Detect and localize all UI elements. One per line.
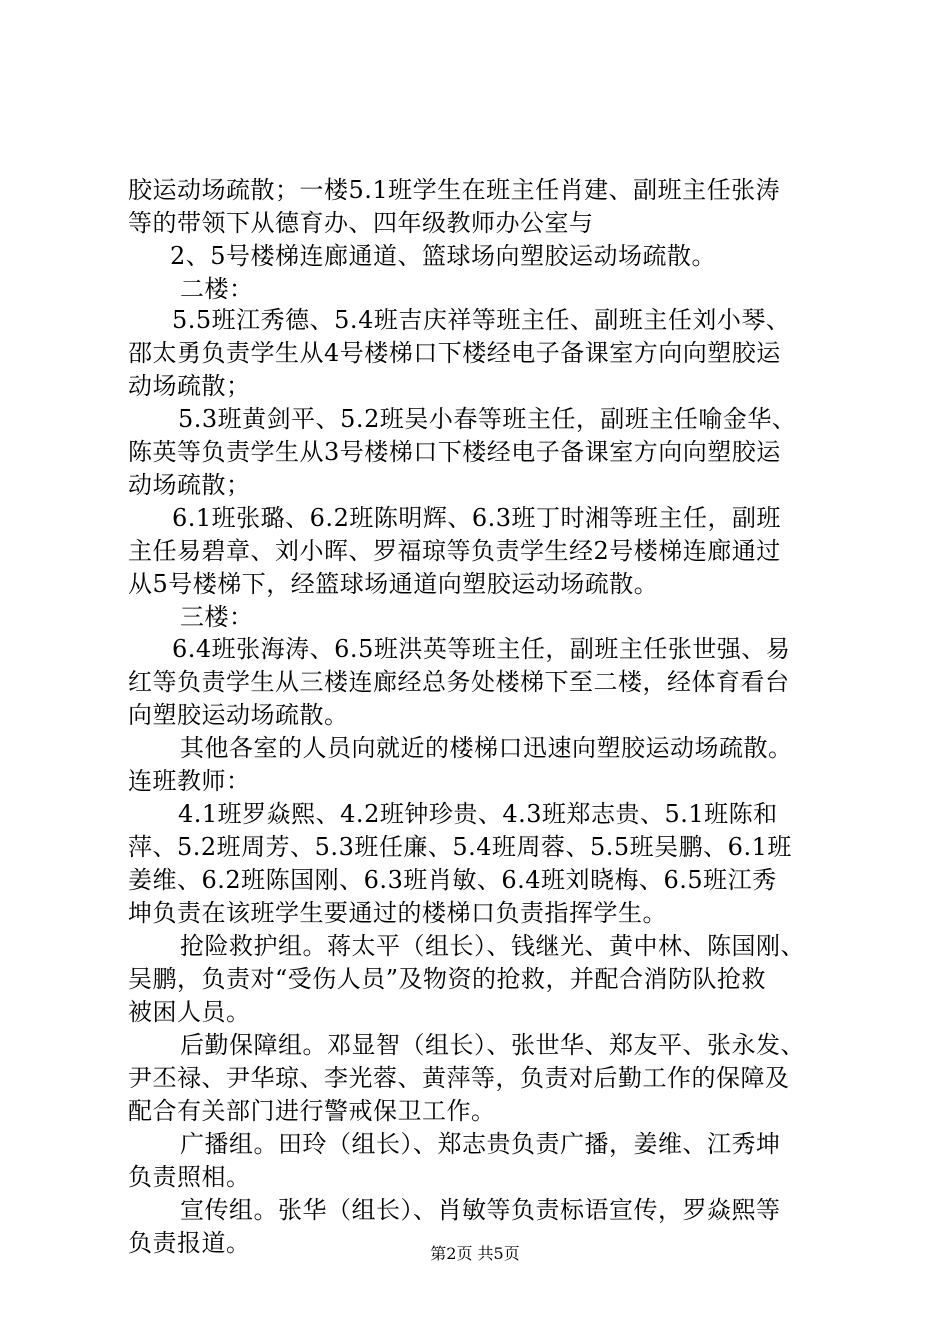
text-line: 陈英等负责学生从3号楼梯口下楼经电子备课室方向向塑胶运: [128, 438, 781, 466]
text-line: 动场疏散；: [128, 372, 251, 400]
text-line: 负责照相。: [128, 1163, 251, 1191]
page-number: 第2页 共5页: [430, 1244, 520, 1263]
text-line: 向塑胶运动场疏散。: [128, 701, 349, 729]
text-line: 4.1班罗焱熙、4.2班钟珍贵、4.3班郑志贵、5.1班陈和: [178, 800, 778, 828]
text-line: 6.1班张璐、6.2班陈明辉、6.3班丁时湘等班主任，副班: [172, 504, 782, 532]
text-line: 负责报道。: [128, 1229, 251, 1257]
text-line: 胶运动场疏散；一楼5.1班学生在班主任肖建、副班主任张涛: [128, 176, 781, 204]
text-line: 主任易碧章、刘小晖、罗福琼等负责学生经2号楼梯连廊通过: [128, 537, 781, 565]
text-line: 尹丕禄、尹华琼、李光蓉、黄萍等，负责对后勤工作的保障及: [128, 1064, 790, 1092]
text-line: 5.3班黄剑平、5.2班吴小春等班主任，副班主任喻金华、: [178, 405, 797, 433]
text-line: 萍、5.2班周芳、5.3班任廉、5.4班周蓉、5.5班吴鹏、6.1班: [128, 833, 792, 861]
text-line: 其他各室的人员向就近的楼梯口迅速向塑胶运动场疏散。: [180, 734, 793, 762]
text-line: 邵太勇负责学生从4号楼梯口下楼经电子备课室方向向塑胶运: [128, 339, 781, 367]
text-line: 抢险救护组。蒋太平（组长）、钱继光、黄中林、陈国刚、: [180, 932, 805, 960]
text-line: 等的带领下从德育办、四年级教师办公室与: [128, 209, 594, 237]
text-line: 广播组。田玲（组长）、郑志贵负责广播，姜维、江秀坤: [180, 1130, 781, 1158]
text-line: 红等负责学生从三楼连廊经总务处楼梯下至二楼，经体育看台: [128, 668, 790, 696]
text-line: 被困人员。: [128, 998, 251, 1026]
text-line: 连班教师：: [128, 767, 251, 795]
text-line: 三楼：: [180, 603, 254, 631]
text-line: 从5号楼梯下，经篮球场通道向塑胶运动场疏散。: [128, 570, 659, 598]
text-line: 6.4班张海涛、6.5班洪英等班主任，副班主任张世强、易: [172, 635, 791, 663]
text-line: 吴鹏，负责对“受伤人员”及物资的抢救，并配合消防队抢救: [128, 965, 767, 993]
text-line: 5.5班江秀德、5.4班吉庆祥等班主任、副班主任刘小琴、: [172, 306, 791, 334]
text-line: 宣传组。张华（组长）、肖敏等负责标语宣传，罗焱熙等: [180, 1196, 781, 1224]
text-line: 姜维、6.2班陈国刚、6.3班肖敏、6.4班刘晓梅、6.5班江秀: [128, 866, 777, 894]
text-line: 坤负责在该班学生要通过的楼梯口负责指挥学生。: [128, 899, 667, 927]
text-line: 2、5号楼梯连廊通道、篮球场向塑胶运动场疏散。: [170, 242, 717, 270]
text-line: 配合有关部门进行警戒保卫工作。: [128, 1097, 496, 1125]
text-line: 动场疏散；: [128, 471, 251, 499]
text-line: 后勤保障组。邓显智（组长）、张世华、郑友平、张永发、: [180, 1031, 805, 1059]
text-line: 二楼：: [180, 275, 254, 303]
